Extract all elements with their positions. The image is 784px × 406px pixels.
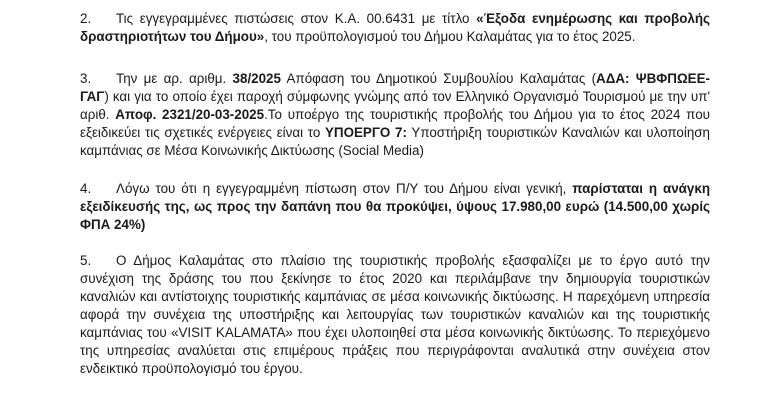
paragraph-3 bbox=[80, 70, 710, 160]
text-segment: Ο Δήμος Καλαμάτας στο πλαίσιο της τουριστικής προβολής εξασφαλίζει με το έργο αυτό την συνέχιση της δράσης του που ξεκίνησε το έτος 2020 και περιλάμβανε την δημιουργία τουριστικών καναλιών και αντίστοιχης τουριστικής καμπάνιας σε μέσα κοινωνικής δικτύωσης. Η παρεχόμενη υπηρεσία αφορά την συνέχεια της υποστήριξης και λειτουργίας των τουριστικών καναλιών και της τουριστικής καμπάνιας του «VISIT KALAMATA» που έχει υλοποιηθεί στα μέσα κοινωνικής δικτύωσης. Το περιεχόμενο της υπηρεσίας αναλύεται στις επιμέρους πράξεις που περιγράφονται αναλυτικά στην συνέχεια στον ενδεικτικό προϋπολογισμό του έργου. bbox=[80, 253, 710, 376]
text-segment-bold: ΥΠΟΕΡΓΟ 7: bbox=[324, 125, 407, 140]
paragraph-5 bbox=[80, 252, 710, 378]
text-segment-bold: «Έξοδα ενημέρωσης και προβολής δραστηριοτήτων του Δήμου» bbox=[80, 11, 710, 44]
paragraph-number: 2. bbox=[80, 11, 92, 26]
text-segment: ) και για το οποίο έχει παροχή σύμφωνης γνώμης από τον Ελληνικό Οργανισμό Τουρισμού με την υπ' αριθ. bbox=[80, 89, 710, 122]
text-segment-bold: παρίσταται η ανάγκη εξειδίκευσής της, ως προς την δαπάνη που θα προκύψει, ύψους 17.980,00 ευρώ (14.500,00 χωρίς ΦΠΑ 24%) bbox=[80, 181, 710, 232]
text-segment: Λόγω του ότι η εγγεγραμμένη πίστωση στον Π/Υ του Δήμου είναι γενική, bbox=[116, 181, 573, 196]
text-segment: Υποστήριξη τουριστικών Καναλιών και υλοποίηση καμπάνιας σε Μέσα Κοινωνικής Δικτύωσης (Social Media) bbox=[80, 125, 710, 158]
text-segment-bold: Αποφ. 2321/20-03-2025 bbox=[115, 107, 265, 122]
text-segment: .Το υποέργο της τουριστικής προβολής του Δήμου για το έτος 2024 που εξειδικεύει τις σχετικές ενέργειες είναι το bbox=[80, 107, 710, 140]
paragraph-4 bbox=[80, 180, 710, 234]
text-segment: Την με αρ. αριθμ. bbox=[116, 71, 233, 86]
text-segment-bold: ΑΔΑ: ΨΒΦΠΩΕΕ-ΓΑΓ bbox=[80, 71, 710, 104]
paragraph-number: 4. bbox=[80, 181, 92, 196]
paragraph-number: 3. bbox=[80, 71, 92, 86]
text-segment: , του προϋπολογισμού του Δήμου Καλαμάτας για το έτος 2025. bbox=[264, 29, 636, 44]
paragraph-number: 5. bbox=[80, 253, 92, 268]
text-segment-bold: 38/2025 bbox=[232, 71, 281, 86]
paragraph-2 bbox=[80, 10, 710, 46]
text-segment: Τις εγγεγραμμένες πιστώσεις στον Κ.Α. 00.6431 με τίτλο bbox=[116, 11, 477, 26]
text-segment: Απόφαση του Δημοτικού Συμβουλίου Καλαμάτας ( bbox=[280, 71, 597, 86]
